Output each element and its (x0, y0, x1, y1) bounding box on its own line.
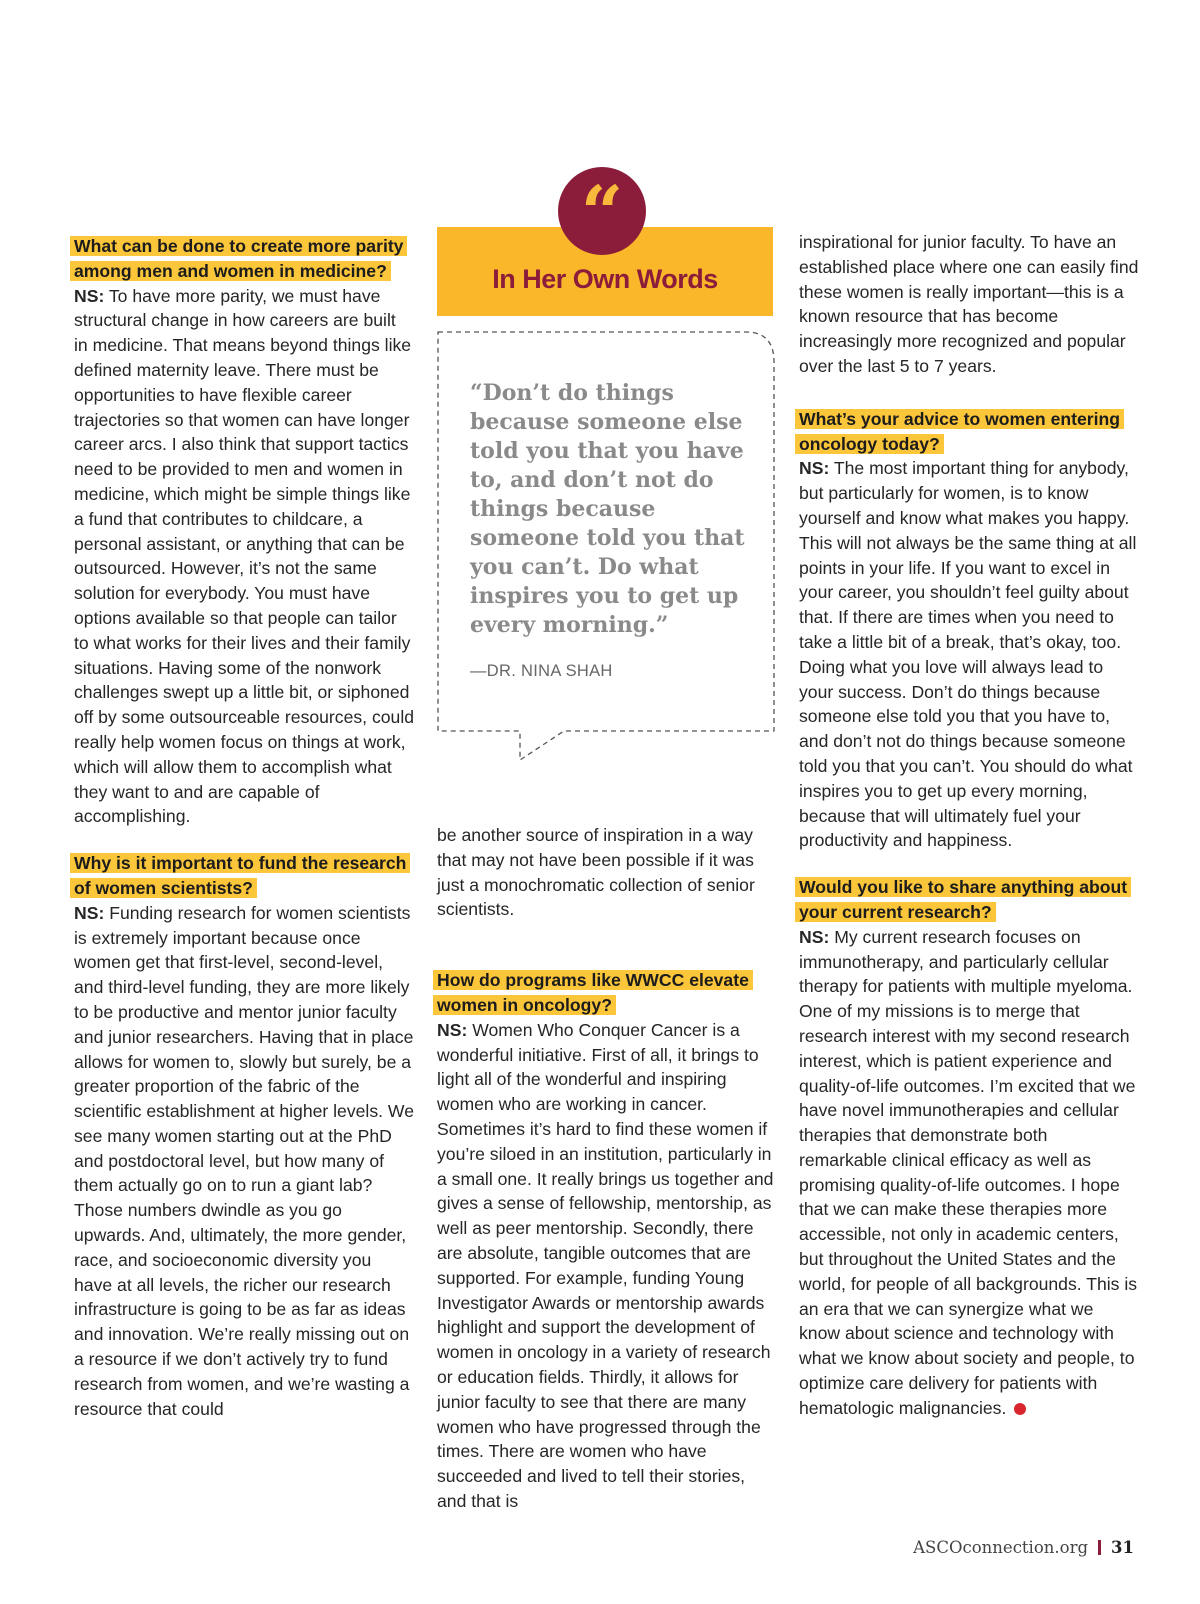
answer-funding: NS: Funding research for women scientists is extremely important because once women get that first-level, second-level, and third-level funding, they are more likely to be productive and mentor junior faculty and junior researchers. Having that in place allows for women to, slowly but surely, be a greater proportion of the fabric of the scientific establishment at higher levels. We see many women starting out at the PhD and postdoctoral level, but how many of them actually go on to run a giant lab? Those numbers dwindle as you go upwards. And, ultimately, the more gender, race, and socioeconomic diversity you have at all levels, the richer our research infrastructure is going to be as far as ideas and innovation. We’re really missing out on a resource if we don’t actively try to fund research from women, and we’re wasting a resource that could (74, 902, 414, 1419)
column-left (74, 234, 414, 1421)
quote-attribution: —DR. NINA SHAH (470, 662, 613, 680)
end-mark-icon (1014, 1403, 1026, 1415)
quote-badge (558, 167, 646, 255)
question-wwcc: How do programs like WWCC elevate women in oncology? (437, 968, 777, 1018)
question-funding: Why is it important to fund the research of women scientists? (74, 851, 414, 901)
answer-parity: NS: To have more parity, we must have structural change in how careers are built in medicine. That means beyond things like defined maternity leave. There must be opportunities to have flexible career trajectories so that women can have longer career arcs. I also think that support tactics need to be provided to men and women in medicine, which might be simple things like a fund that contributes to childcare, a personal assistant, or anything that can be outsourced. However, it’s not the same solution for everybody. You must have options available so that people can tailor to what works for their lives and their family situations. Having some of the nonwork challenges swept up a little bit, or siphoned off by some outsourceable resources, could really help women focus on things at work, which will allow them to accomplish what they want to and are capable of accomplishing. (74, 285, 415, 827)
quote-mark-icon: “ (580, 171, 624, 257)
question-advice: What’s your advice to women entering oncology today? (799, 407, 1139, 457)
question-research: Would you like to share anything about your current research? (799, 875, 1139, 925)
page-footer (913, 1538, 1134, 1557)
footer-divider (1098, 1540, 1101, 1555)
callout-title: In Her Own Words (492, 264, 718, 294)
answer-advice: NS: The most important thing for anybody, but particularly for women, is to know yourself and know what makes you happy. This will not always be the same thing at all points in your life. If you want to excel in your career, you shouldn’t feel guilty about that. If there are times when you need to take a little bit of a break, that’s okay, too. Doing what you love will always lead to your success. Don’t do things because someone else told you that you have to, and don’t not do things because someone told you that you can’t. You should do what inspires you to get up every morning, because that will ultimately fuel your productivity and happiness. (799, 458, 1137, 851)
footer-site: ASCOconnection.org (913, 1538, 1089, 1557)
question-parity: What can be done to create more parity among men and women in medicine? (74, 234, 414, 284)
column-middle (437, 823, 777, 1514)
pull-quote: “Don’t do things because someone else told you that you have to, and don’t not do things because someone told you that you can’t. Do what inspires you to get up every morning.” (470, 380, 745, 638)
answer-wwcc: NS: Women Who Conquer Cancer is a wonderful initiative. First of all, it brings to light all of the wonderful and inspiring women who are working in cancer. Sometimes it’s hard to find these women if you’re siloed in an institution, particularly in a small one. It really brings us together and gives a sense of fellowship, mentorship, as well as peer mentorship. Secondly, there are absolute, tangible outcomes that are supported. For example, funding Young Investigator Awards or mentorship awards highlight and support the development of women in oncology in a variety of research or education fields. Thirdly, it allows for junior faculty to see that there are many women who have progressed through the times. There are women who have succeeded and lived to tell their stories, and that is (437, 1019, 774, 1511)
answer-funding-continued: be another source of inspiration in a way that may not have been possible if it was just a monochromatic collection of senior scientists. (437, 825, 755, 920)
answer-research: NS: My current research focuses on immunotherapy, and particularly cellular therapy for patients with multiple myeloma. One of my missions is to merge that research interest with my second research interest, which is patient experience and quality-of-life outcomes. I’m excited that we have novel immunotherapies and cellular therapies that demonstrate both remarkable clinical efficacy as well as promising quality-of-life outcomes. I hope that we can make these therapies more accessible, not only in academic centers, but throughout the United States and the world, for people of all backgrounds. This is an era that we can synergize what we know about science and technology with what we know about society and people, to optimize care delivery for patients with hematologic malignancies. (799, 926, 1138, 1418)
column-right (799, 230, 1139, 1421)
page-number: 31 (1111, 1538, 1134, 1557)
answer-wwcc-continued: inspirational for junior faculty. To have an established place where one can easily find these women is really important—this is a known resource that has become increasingly more recognized and popular over the last 5 to 7 years. (799, 232, 1139, 376)
